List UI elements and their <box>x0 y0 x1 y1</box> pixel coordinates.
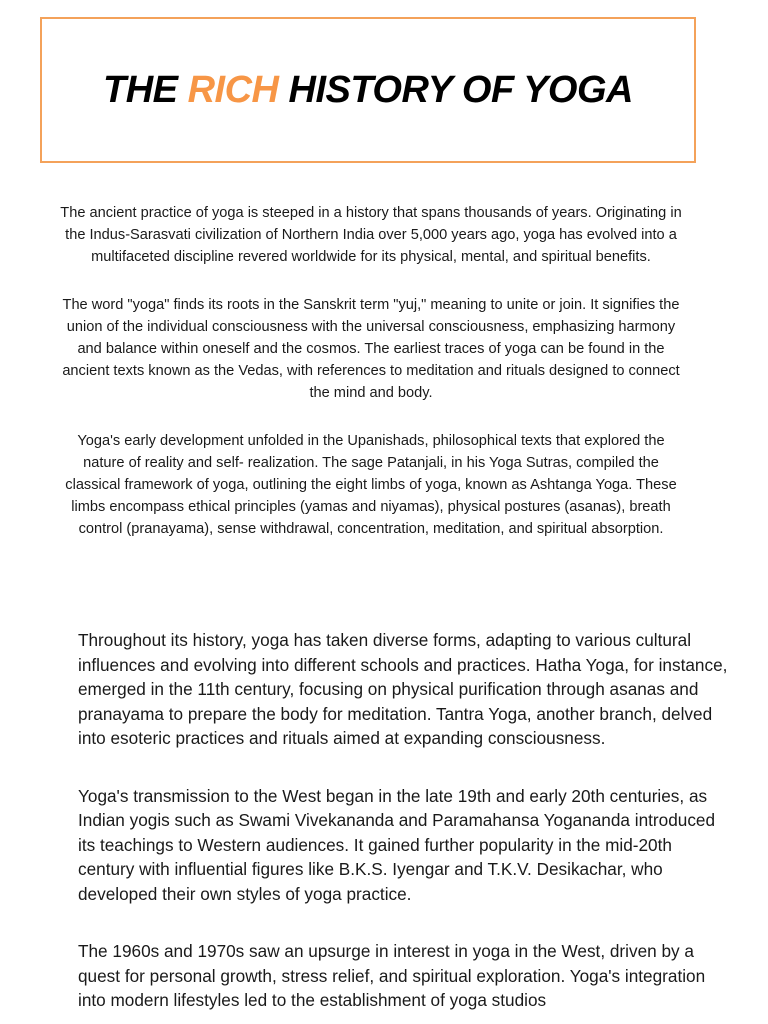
body-paragraph: Yoga's transmission to the West began in the late 19th and early 20th centuries, as Indian yogis such as Swami Vivekananda and Paramahansa Yogananda introduced its teachings to Western audiences. It gained further popularity in the mid-20th century with influential figures like B.K.S. Iyengar and T.K.V. Desikachar, who developed their own styles of yoga practice. <box>78 785 716 904</box>
body-paragraph: The 1960s and 1970s saw an upsurge in interest in yoga in the West, driven by a quest for personal growth, stress relief, and spiritual exploration. Yoga's integration into modern lifestyles led to the establishment of yoga studios <box>78 941 706 1010</box>
title-prefix: THE <box>103 68 188 111</box>
intro-paragraph: The ancient practice of yoga is steeped in a history that spans thousands of years. Originating in the Indus-Sarasvati civilization of Northern India over 5,000 years ago, yoga has evolved into a multifaceted discipline revered worldwide for its physical, mental, and spiritual benefits. <box>60 205 682 266</box>
title-suffix: HISTORY OF YOGA <box>278 68 633 111</box>
intro-section <box>60 202 682 576</box>
page-title <box>103 69 633 112</box>
title-accent-word: RICH <box>187 68 279 111</box>
body-paragraph: Throughout its history, yoga has taken diverse forms, adapting to various cultural influences and evolving into different schools and practices. Hatha Yoga, for instance, emerged in the 11th century, focusing on physical purification through asanas and pranayama to prepare the body for meditation. Tantra Yoga, another branch, delved into esoteric practices and rituals aimed at expanding consciousness. <box>78 630 728 748</box>
title-box <box>40 17 696 163</box>
intro-paragraph: The word "yoga" finds its roots in the Sanskrit term "yuj," meaning to unite or join. It signifies the union of the individual consciousness with the universal consciousness, emphasizing harmony and balance within oneself and the cosmos. The earliest traces of yoga can be found in the ancient texts known as the Vedas, with references to meditation and rituals designed to connect the mind and body. <box>62 296 680 402</box>
body-section <box>78 628 728 1024</box>
intro-paragraph: Yoga's early development unfolded in the Upanishads, philosophical texts that explored the nature of reality and self- realization. The sage Patanjali, in his Yoga Sutras, compiled the classical framework of yoga, outlining the eight limbs of yoga, known as Ashtanga Yoga. These limbs encompass ethical principles (yamas and niyamas), physical postures (asanas), breath control (pranayama), sense withdrawal, concentration, meditation, and spiritual absorption. <box>65 432 677 538</box>
